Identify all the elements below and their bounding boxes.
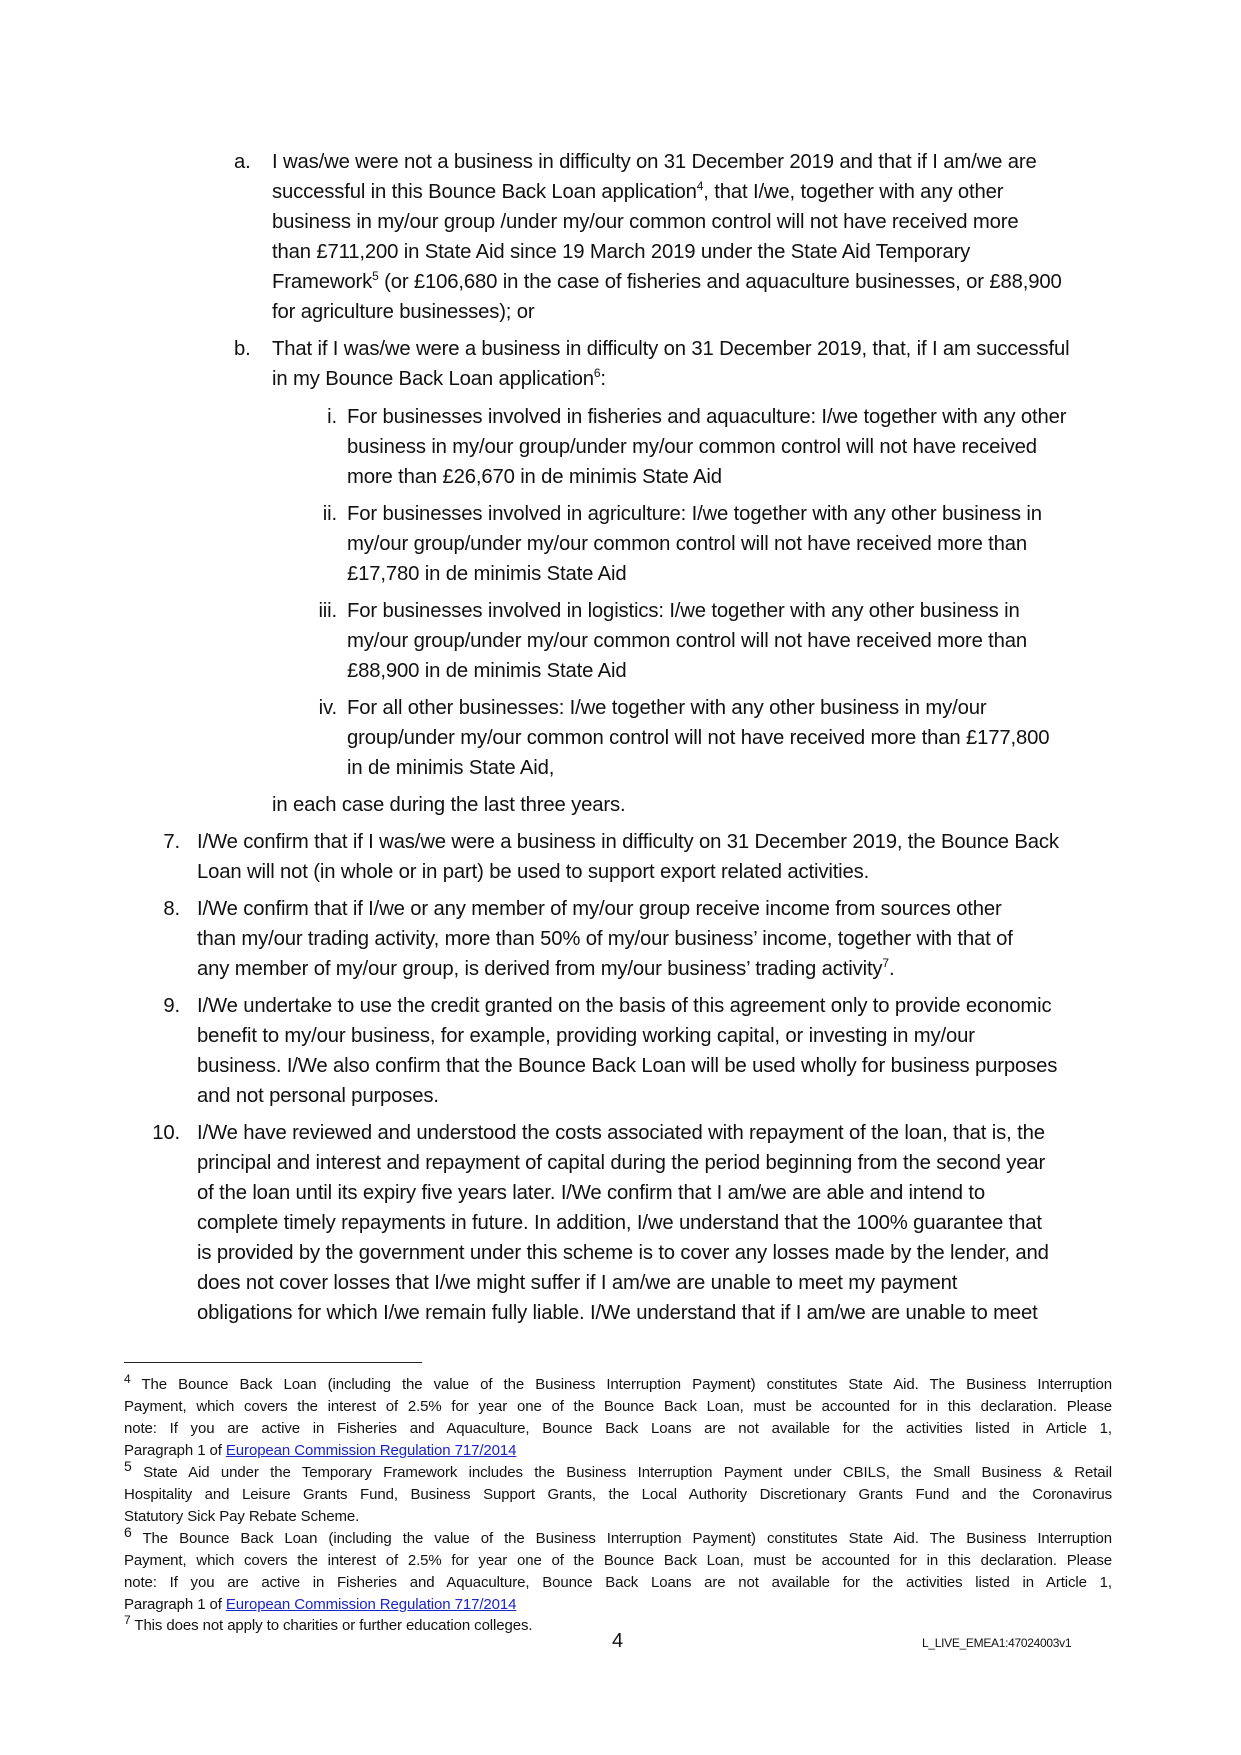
clause-text: is provided by the government under this scheme is to cover any losses made by the lender, and	[197, 1242, 1049, 1264]
clause-text: and not personal purposes.	[197, 1085, 439, 1107]
clause-text: I/We confirm that if I was/we were a business in difficulty on 31 December 2019, the Bounce Back	[197, 831, 1059, 853]
footnote-7: $^7$ This does not apply to charities or further education colleges.	[124, 1613, 533, 1634]
subclause-text: in de minimis State Aid,	[347, 757, 555, 779]
subclause-text: £88,900 in de minimis State Aid	[347, 660, 627, 682]
footnote-text: Payment, which covers the interest of 2.5% for year one of the Bounce Back Loan, must be accounted for in this declaration. Please	[124, 1552, 1112, 1569]
subclause-text: For businesses involved in logistics: I/we together with any other business in	[347, 600, 1020, 622]
clause-text: I/We have reviewed and understood the costs associated with repayment of the loan, that is, the	[197, 1122, 1045, 1144]
footnote-number: 6	[124, 1524, 132, 1540]
subclause-marker: iii.	[318, 600, 337, 622]
clause-text: principal and interest and repayment of capital during the period beginning from the second year	[197, 1152, 1046, 1174]
clause-number: 8.	[163, 898, 180, 920]
clause-number: 7.	[163, 831, 180, 853]
regulation-link[interactable]: European Commission Regulation 717/2014	[225, 1596, 517, 1613]
clause-marker: b.	[234, 338, 251, 360]
footnote-text: Paragraph 1 of European Commission Regulation 717/2014	[124, 1596, 517, 1613]
subclause-text: For businesses involved in agriculture: I/we together with any other business in	[347, 503, 1042, 525]
footnote-number: 5	[124, 1458, 132, 1474]
subclause-text: business in my/our group/under my/our common control will not have received	[347, 436, 1037, 458]
footnote-ref[interactable]: 6	[593, 366, 601, 381]
footnote-ref[interactable]: 4	[696, 179, 704, 194]
subclause-text: For businesses involved in fisheries and aquaculture: I/we together with any other	[347, 406, 1067, 428]
clause-text: does not cover losses that I/we might suffer if I am/we are unable to meet my payment	[197, 1272, 958, 1294]
subclause-text: my/our group/under my/our common control will not have received more than	[347, 533, 1028, 555]
clause-text: than my/our trading activity, more than 50% of my/our business’ income, together with that of	[197, 928, 1013, 950]
clause-number: 10.	[152, 1122, 180, 1144]
clause-text: I/We undertake to use the credit granted on the basis of this agreement only to provide economic	[197, 995, 1052, 1017]
footnote-text: Statutory Sick Pay Rebate Scheme.	[124, 1508, 360, 1525]
subclause-marker: i.	[327, 406, 337, 428]
footnote-ref[interactable]: 5	[372, 269, 379, 284]
clause-text: business in my/our group /under my/our common control will not have received more	[272, 211, 1019, 233]
subclause-marker: ii.	[322, 503, 337, 525]
clause-text: any member of my/our group, is derived from my/our business’ trading activity$^7$.	[197, 956, 895, 980]
clause-number: 9.	[163, 995, 180, 1017]
clause-text: I/We confirm that if I/we or any member of my/our group receive income from sources other	[197, 898, 1002, 920]
clause-text: complete timely repayments in future. In addition, I/we understand that the 100% guarantee that	[197, 1212, 1042, 1234]
clause-text: for agriculture businesses); or	[272, 301, 535, 323]
subclause-text: For all other businesses: I/we together with any other business in my/our	[347, 697, 987, 719]
clause-text: of the loan until its expiry five years later. I/We confirm that I am/we are able and intend to	[197, 1182, 986, 1204]
footnote-separator	[124, 1362, 422, 1363]
clause-tail-text: in each case during the last three years.	[272, 794, 626, 816]
footnote-4: $^4$ The Bounce Back Loan (including the value of the Business Interruption Payment) constitutes State Aid. The Business Interruption	[124, 1372, 1113, 1393]
clause-text: benefit to my/our business, for example, providing working capital, or investing in my/our	[197, 1025, 975, 1047]
clause-text: That if I was/we were a business in difficulty on 31 December 2019, that, if I am successful	[272, 338, 1070, 360]
clause-text: than £711,200 in State Aid since 19 March 2019 under the State Aid Temporary	[272, 241, 971, 263]
clause-text: successful in this Bounce Back Loan application$^4$, that I/we, together with any other	[272, 179, 1004, 203]
clause-text: Loan will not (in whole or in part) be used to support export related activities.	[197, 861, 870, 883]
footnote-5: $^5$ State Aid under the Temporary Framework includes the Business Interruption Payment under CBILS, the Small Business & Retail	[124, 1458, 1112, 1481]
footnote-number: 7	[124, 1613, 131, 1627]
footnote-text: Payment, which covers the interest of 2.5% for year one of the Bounce Back Loan, must be accounted for in this declaration. Please	[124, 1398, 1112, 1415]
footnote-ref[interactable]: 7	[882, 956, 889, 971]
regulation-link[interactable]: European Commission Regulation 717/2014	[225, 1442, 517, 1459]
subclause-marker: iv.	[318, 697, 337, 719]
footnote-text: note: If you are active in Fisheries and Aquaculture, Bounce Back Loans are not available for the activities listed in Article 1,	[124, 1574, 1112, 1591]
footnote-6: $^6$ The Bounce Back Loan (including the value of the Business Interruption Payment) constitutes State Aid. The Business Interruption	[124, 1524, 1113, 1547]
clause-marker: a.	[234, 151, 251, 173]
footnote-text: note: If you are active in Fisheries and Aquaculture, Bounce Back Loans are not available for the activities listed in Article 1,	[124, 1420, 1112, 1437]
clause-text: business. I/We also confirm that the Bounce Back Loan will be used wholly for business purposes	[197, 1055, 1058, 1077]
footnote-number: 4	[124, 1372, 131, 1386]
subclause-text: £17,780 in de minimis State Aid	[347, 563, 627, 585]
subclause-text: group/under my/our common control will not have received more than £177,800	[347, 727, 1050, 749]
footnote-text: Hospitality and Leisure Grants Fund, Business Support Grants, the Local Authority Discretionary Grants Fund and the Coronavirus	[124, 1486, 1112, 1503]
subclause-text: more than £26,670 in de minimis State Aid	[347, 466, 722, 488]
clause-text: I was/we were not a business in difficulty on 31 December 2019 and that if I am/we are	[272, 151, 1037, 173]
document-reference: L_LIVE_EMEA1:47024003v1	[922, 1636, 1072, 1650]
clause-text: obligations for which I/we remain fully liable. I/We understand that if I am/we are unable to meet	[197, 1302, 1038, 1324]
subclause-text: my/our group/under my/our common control will not have received more than	[347, 630, 1028, 652]
clause-text: Framework$^5$ (or £106,680 in the case of fisheries and aquaculture businesses, or £88,900	[272, 269, 1062, 293]
page-number: 4	[612, 1630, 624, 1652]
clause-text: in my Bounce Back Loan application$^6$:	[272, 366, 606, 390]
footnote-text: Paragraph 1 of European Commission Regulation 717/2014	[124, 1442, 517, 1459]
